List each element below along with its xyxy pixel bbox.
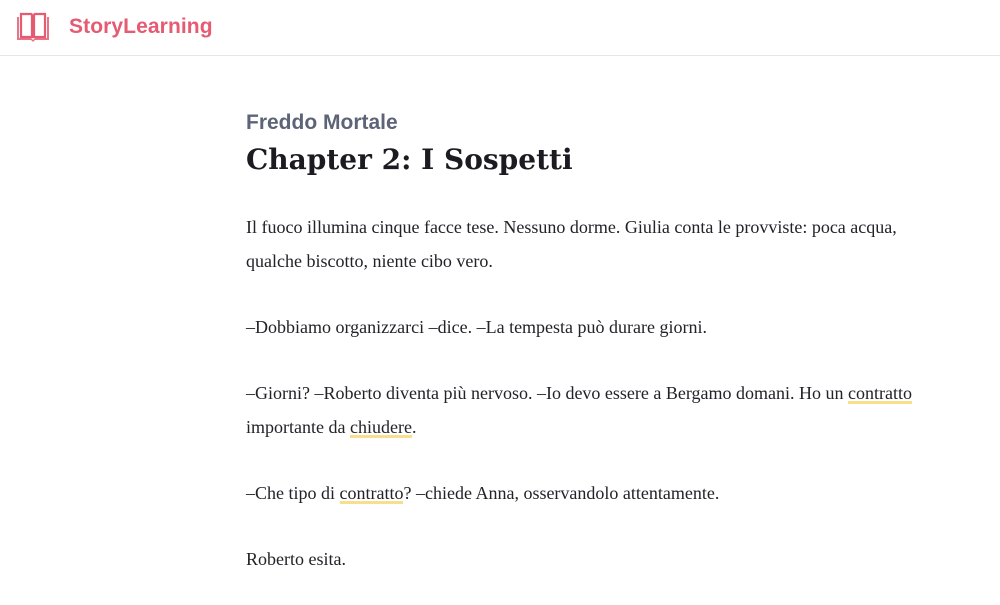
- open-book-icon: [15, 11, 51, 43]
- highlighted-vocab-word[interactable]: contratto: [339, 483, 404, 503]
- paragraph-text: Roberto esita.: [246, 549, 346, 569]
- book-title: Freddo Mortale: [246, 111, 398, 134]
- story-paragraph: [246, 476, 966, 510]
- paragraph-text: qualche biscotto, niente cibo vero.: [246, 251, 493, 271]
- highlighted-vocab-word[interactable]: contratto: [848, 383, 913, 403]
- chapter-content: [246, 108, 966, 576]
- paragraph-text: –Dobbiamo organizzarci –dice. –La tempesta può durare giorni.: [246, 317, 708, 337]
- story-paragraph: [246, 542, 966, 576]
- paragraph-text: ? –chiede Anna, osservandolo attentamente.: [403, 483, 720, 503]
- story-paragraph: [246, 210, 966, 278]
- paragraph-text: –Che tipo di: [246, 483, 340, 503]
- story-paragraph: [246, 376, 966, 444]
- highlighted-vocab-word[interactable]: chiudere: [349, 417, 412, 437]
- chapter-title: Chapter 2: I Sospetti: [246, 143, 573, 176]
- top-navigation-bar: [0, 0, 1000, 56]
- paragraph-text: .: [411, 417, 417, 437]
- brand-name: StoryLearning: [69, 15, 213, 38]
- paragraph-text: –Giorni? –Roberto diventa più nervoso. –Io devo essere a Bergamo domani. Ho un: [246, 383, 849, 403]
- paragraph-text: importante da: [246, 417, 350, 437]
- paragraph-text: Il fuoco illumina cinque facce tese. Nessuno dorme. Giulia conta le provviste: poca acqua,: [246, 217, 897, 237]
- brand-logo-link[interactable]: [15, 11, 213, 43]
- story-paragraph: [246, 310, 966, 344]
